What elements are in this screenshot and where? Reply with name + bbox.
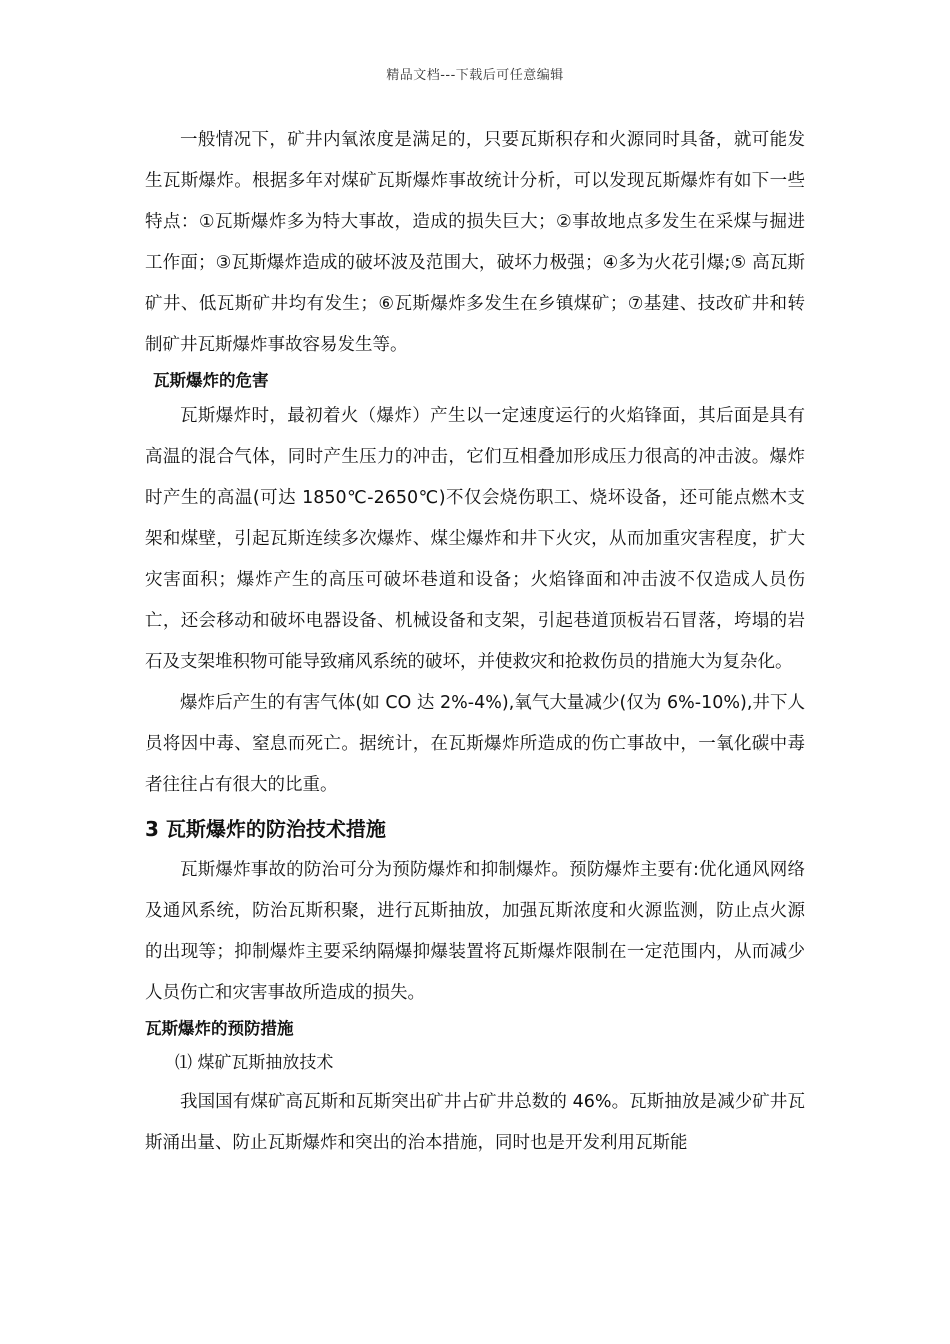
paragraph-harmful-gases: 爆炸后产生的有害气体(如 CO 达 2%-4%),氧气大量减少(仅为 6%-10%),井下人员将因中毒、窒息而死亡。据统计，在瓦斯爆炸所造成的伤亡事故中，一氧化碳中毒者往往占有很大的比重。 bbox=[145, 693, 805, 795]
paragraph-prevention-overview: 瓦斯爆炸事故的防治可分为预防爆炸和抑制爆炸。预防爆炸主要有:优化通风网络及通风系统，防治瓦斯积聚，进行瓦斯抽放，加强瓦斯浓度和火源监测，防止点火源的出现等；抑制爆炸主要采纳隔爆抑爆装置将瓦斯爆炸限制在一定范围内，从而减少人员伤亡和灾害事故所造成的损失。 bbox=[145, 860, 805, 1003]
paragraph-explosion-hazard: 瓦斯爆炸时，最初着火（爆炸）产生以一定速度运行的火焰锋面，其后面是具有高温的混合气体，同时产生压力的冲击，它们互相叠加形成压力很高的冲击波。爆炸时产生的高温(可达 1850℃-2650℃)不仅会烧伤职工、烧坏设备，还可能点燃木支架和煤壁，引起瓦斯连续多次爆炸、煤尘爆炸和井下火灾，从而加重灾害程度，扩大灾害面积；爆炸产生的高压可破坏巷道和设备；火焰锋面和冲击波不仅造成人员伤亡，还会移动和破坏电器设备、机械设备和支架，引起巷道顶板岩石冒落，垮塌的岩石及支架堆积物可能导致痛风系统的破坏，并使救灾和抢救伤员的措施大为复杂化。 bbox=[145, 406, 805, 672]
paragraph-gas-drainage: 我国国有煤矿高瓦斯和瓦斯突出矿井占矿井总数的 46%。瓦斯抽放是减少矿井瓦斯涌出量、防止瓦斯爆炸和突出的治本措施，同时也是开发利用瓦斯能 bbox=[145, 1092, 805, 1153]
page-header-watermark: 精品文档---下载后可任意编辑 bbox=[386, 68, 564, 83]
paragraph-explosion-features: 一般情况下，矿井内氧浓度是满足的，只要瓦斯积存和火源同时具备，就可能发生瓦斯爆炸。根据多年对煤矿瓦斯爆炸事故统计分析，可以发现瓦斯爆炸有如下一些特点：①瓦斯爆炸多为特大事故，造成的损失巨大；②事故地点多发生在采煤与掘进工作面；③瓦斯爆炸造成的破坏波及范围大，破坏力极强；④多为火花引爆;⑤ 高瓦斯矿井、低瓦斯矿井均有发生；⑥瓦斯爆炸多发生在乡镇煤矿；⑦基建、技改矿井和转制矿井瓦斯爆炸事故容易发生等。 bbox=[145, 130, 805, 355]
heading-section-3: 3 瓦斯爆炸的防治技术措施 bbox=[145, 817, 386, 841]
heading-explosion-hazard: 瓦斯爆炸的危害 bbox=[153, 371, 269, 390]
list-item-gas-drainage: ⑴ 煤矿瓦斯抽放技术 bbox=[175, 1053, 334, 1073]
document-body bbox=[145, 120, 805, 1164]
heading-prevention-measures: 瓦斯爆炸的预防措施 bbox=[145, 1019, 294, 1038]
